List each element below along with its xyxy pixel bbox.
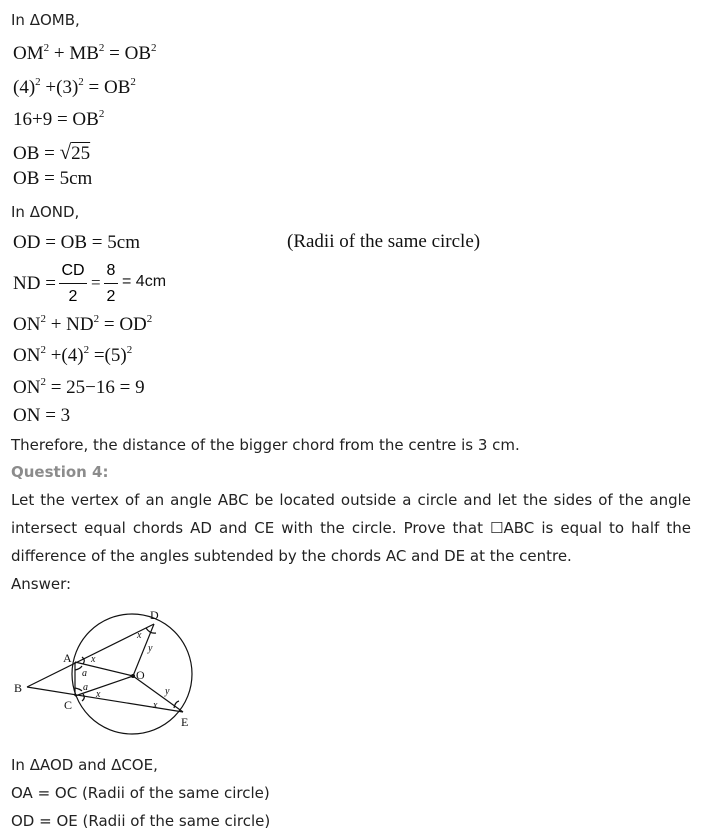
- circle-figure: [0, 600, 210, 735]
- equation-od-ob: OD = OB = 5cm: [13, 232, 140, 253]
- nd-fraction-bar-1: [59, 283, 87, 284]
- angle-label-a-c: a: [83, 682, 88, 693]
- answer-label: Answer:: [11, 575, 72, 593]
- label-c: C: [64, 698, 73, 712]
- angle-label-x-d: x: [137, 630, 142, 641]
- angle-label-y-d: y: [148, 643, 153, 654]
- equation-pythagoras-ond: $ON^2 + ND^2 = OD^2$: [13, 313, 153, 335]
- angle-label-a-a: a: [82, 668, 87, 679]
- radii-note: (Radii of the same circle): [287, 231, 481, 252]
- label-a: A: [63, 651, 72, 665]
- triangle-ond-intro: In ΔOND,: [11, 203, 80, 221]
- angle-label-y-e: y: [165, 686, 170, 697]
- conclusion-text: Therefore, the distance of the bigger chord from the centre is 3 cm.: [11, 436, 520, 454]
- centre-point: [131, 674, 135, 678]
- equation-root-omb: OB = √25: [13, 140, 91, 164]
- nd-fraction-den-1: 2: [68, 288, 78, 305]
- circle: [72, 614, 192, 734]
- question-heading: Question 4:: [11, 463, 109, 481]
- angle-label-x-e: x: [153, 700, 158, 711]
- nd-equals-mid: =: [91, 273, 101, 292]
- nd-fraction-num-2: 8: [106, 262, 116, 279]
- equation-substitution-ond: $ON^2 +(4)^2 =(5)^2$: [13, 344, 133, 366]
- nd-label: ND =: [13, 273, 56, 294]
- label-o: O: [136, 668, 145, 682]
- angle-mark-ca: [75, 666, 82, 670]
- equation-sum-omb: $16+9 = OB^2$: [13, 108, 105, 130]
- nd-fraction-den-2: 2: [106, 288, 116, 305]
- label-e: E: [181, 715, 189, 729]
- statement-oa-oc: OA = OC (Radii of the same circle): [11, 784, 270, 802]
- equation-pythagoras-omb: $OM^2 + MB^2 = OB^2$: [13, 42, 157, 64]
- equation-ob-result: OB = 5cm: [13, 168, 93, 189]
- equation-substitution-omb: $(4)^2 +(3)^2 = OB^2$: [13, 76, 136, 98]
- angle-mark-a: [82, 657, 84, 664]
- line-b-e: [27, 687, 183, 712]
- label-d: D: [150, 608, 159, 622]
- angle-mark-c: [82, 694, 84, 701]
- nd-fraction-bar-2: [104, 283, 118, 284]
- angle-mark-ac: [75, 688, 82, 691]
- angle-label-x-c: x: [96, 689, 101, 700]
- triangle-omb-intro: In ΔOMB,: [11, 11, 80, 29]
- question-text: Let the vertex of an angle ABC be located outside a circle and let the sides of the angle intersect equal chords AD and CE with the circle. Prove that ☐ABC is equal to half the difference of the angles subtended by the chords AC and DE at the centre.: [11, 491, 691, 565]
- triangles-aod-coe-intro: In ΔAOD and ΔCOE,: [11, 756, 158, 774]
- equation-on-result: ON = 3: [13, 405, 71, 426]
- nd-result: = 4cm: [122, 273, 167, 290]
- statement-od-oe: OD = OE (Radii of the same circle): [11, 812, 271, 830]
- label-b: B: [14, 681, 23, 695]
- equation-on-squared: $ON^2 = 25-16 = 9$: [13, 376, 145, 398]
- angle-label-x-a: x: [91, 654, 96, 665]
- nd-fraction-num-1: CD: [61, 262, 85, 279]
